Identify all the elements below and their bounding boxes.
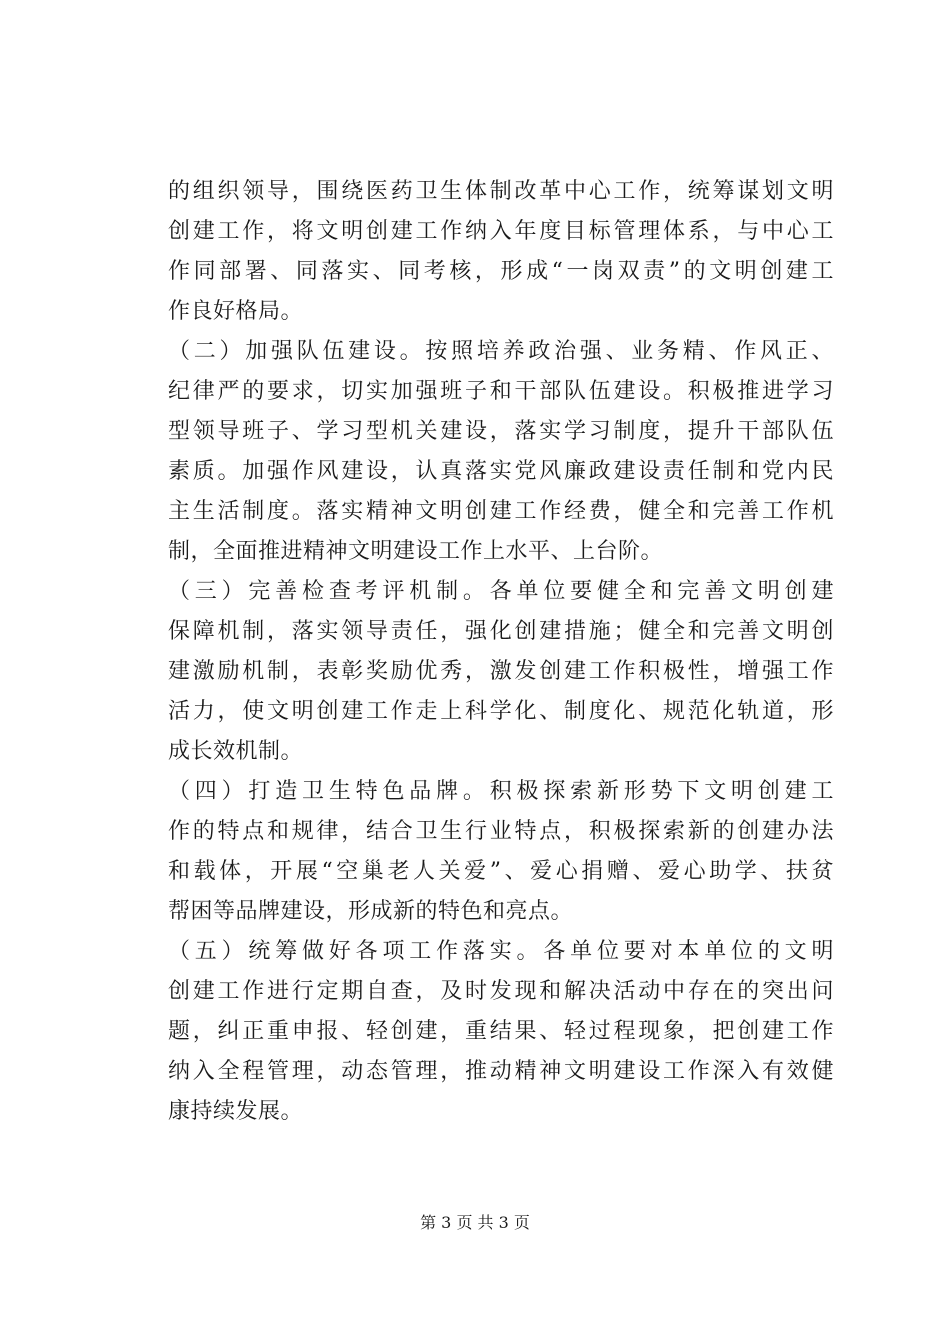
body-line: （二）加强队伍建设。按照培养政治强、业务精、作风正、 — [168, 339, 834, 364]
body-line: 创建工作进行定期自查，及时发现和解决活动中存在的突出问 — [168, 979, 834, 1004]
body-line: 纪律严的要求，切实加强班子和干部队伍建设。积极推进学习 — [168, 379, 834, 404]
body-line: 建激励机制，表彰奖励优秀，激发创建工作积极性，增强工作 — [168, 659, 834, 684]
body-line: 作的特点和规律，结合卫生行业特点，积极探索新的创建办法 — [168, 819, 834, 844]
body-line: 主生活制度。落实精神文明创建工作经费，健全和完善工作机 — [168, 499, 834, 524]
body-line: （五）统筹做好各项工作落实。各单位要对本单位的文明 — [168, 939, 834, 964]
body-line: 康持续发展。 — [168, 1099, 304, 1124]
body-line: 帮困等品牌建设，形成新的特色和亮点。 — [168, 899, 574, 924]
body-line: 纳入全程管理，动态管理，推动精神文明建设工作深入有效健 — [168, 1059, 834, 1084]
body-line: 题，纠正重申报、轻创建，重结果、轻过程现象，把创建工作 — [168, 1019, 834, 1044]
body-line: 素质。加强作风建设，认真落实党风廉政建设责任制和党内民 — [168, 459, 834, 484]
body-line: （三）完善检查考评机制。各单位要健全和完善文明创建 — [168, 579, 834, 604]
body-line: 制，全面推进精神文明建设工作上水平、上台阶。 — [168, 539, 664, 564]
body-line: 保障机制，落实领导责任，强化创建措施；健全和完善文明创 — [168, 619, 834, 644]
body-line: 活力，使文明创建工作走上科学化、制度化、规范化轨道，形 — [168, 699, 834, 724]
body-line: 和载体，开展“空巢老人关爱”、爱心捐赠、爱心助学、扶贫 — [168, 859, 834, 884]
body-line: 的组织领导，围绕医药卫生体制改革中心工作，统筹谋划文明 — [168, 179, 834, 204]
body-line: 作同部署、同落实、同考核，形成“一岗双责”的文明创建工 — [168, 259, 834, 284]
body-line: 作良好格局。 — [168, 299, 304, 324]
body-line: （四）打造卫生特色品牌。积极探索新形势下文明创建工 — [168, 779, 834, 804]
body-line: 成长效机制。 — [168, 739, 304, 764]
document-body — [168, 172, 834, 1132]
body-line: 创建工作，将文明创建工作纳入年度目标管理体系，与中心工 — [168, 219, 834, 244]
page-footer: 第 3 页 共 3 页 — [420, 1213, 530, 1232]
body-line: 型领导班子、学习型机关建设，落实学习制度，提升干部队伍 — [168, 419, 834, 444]
